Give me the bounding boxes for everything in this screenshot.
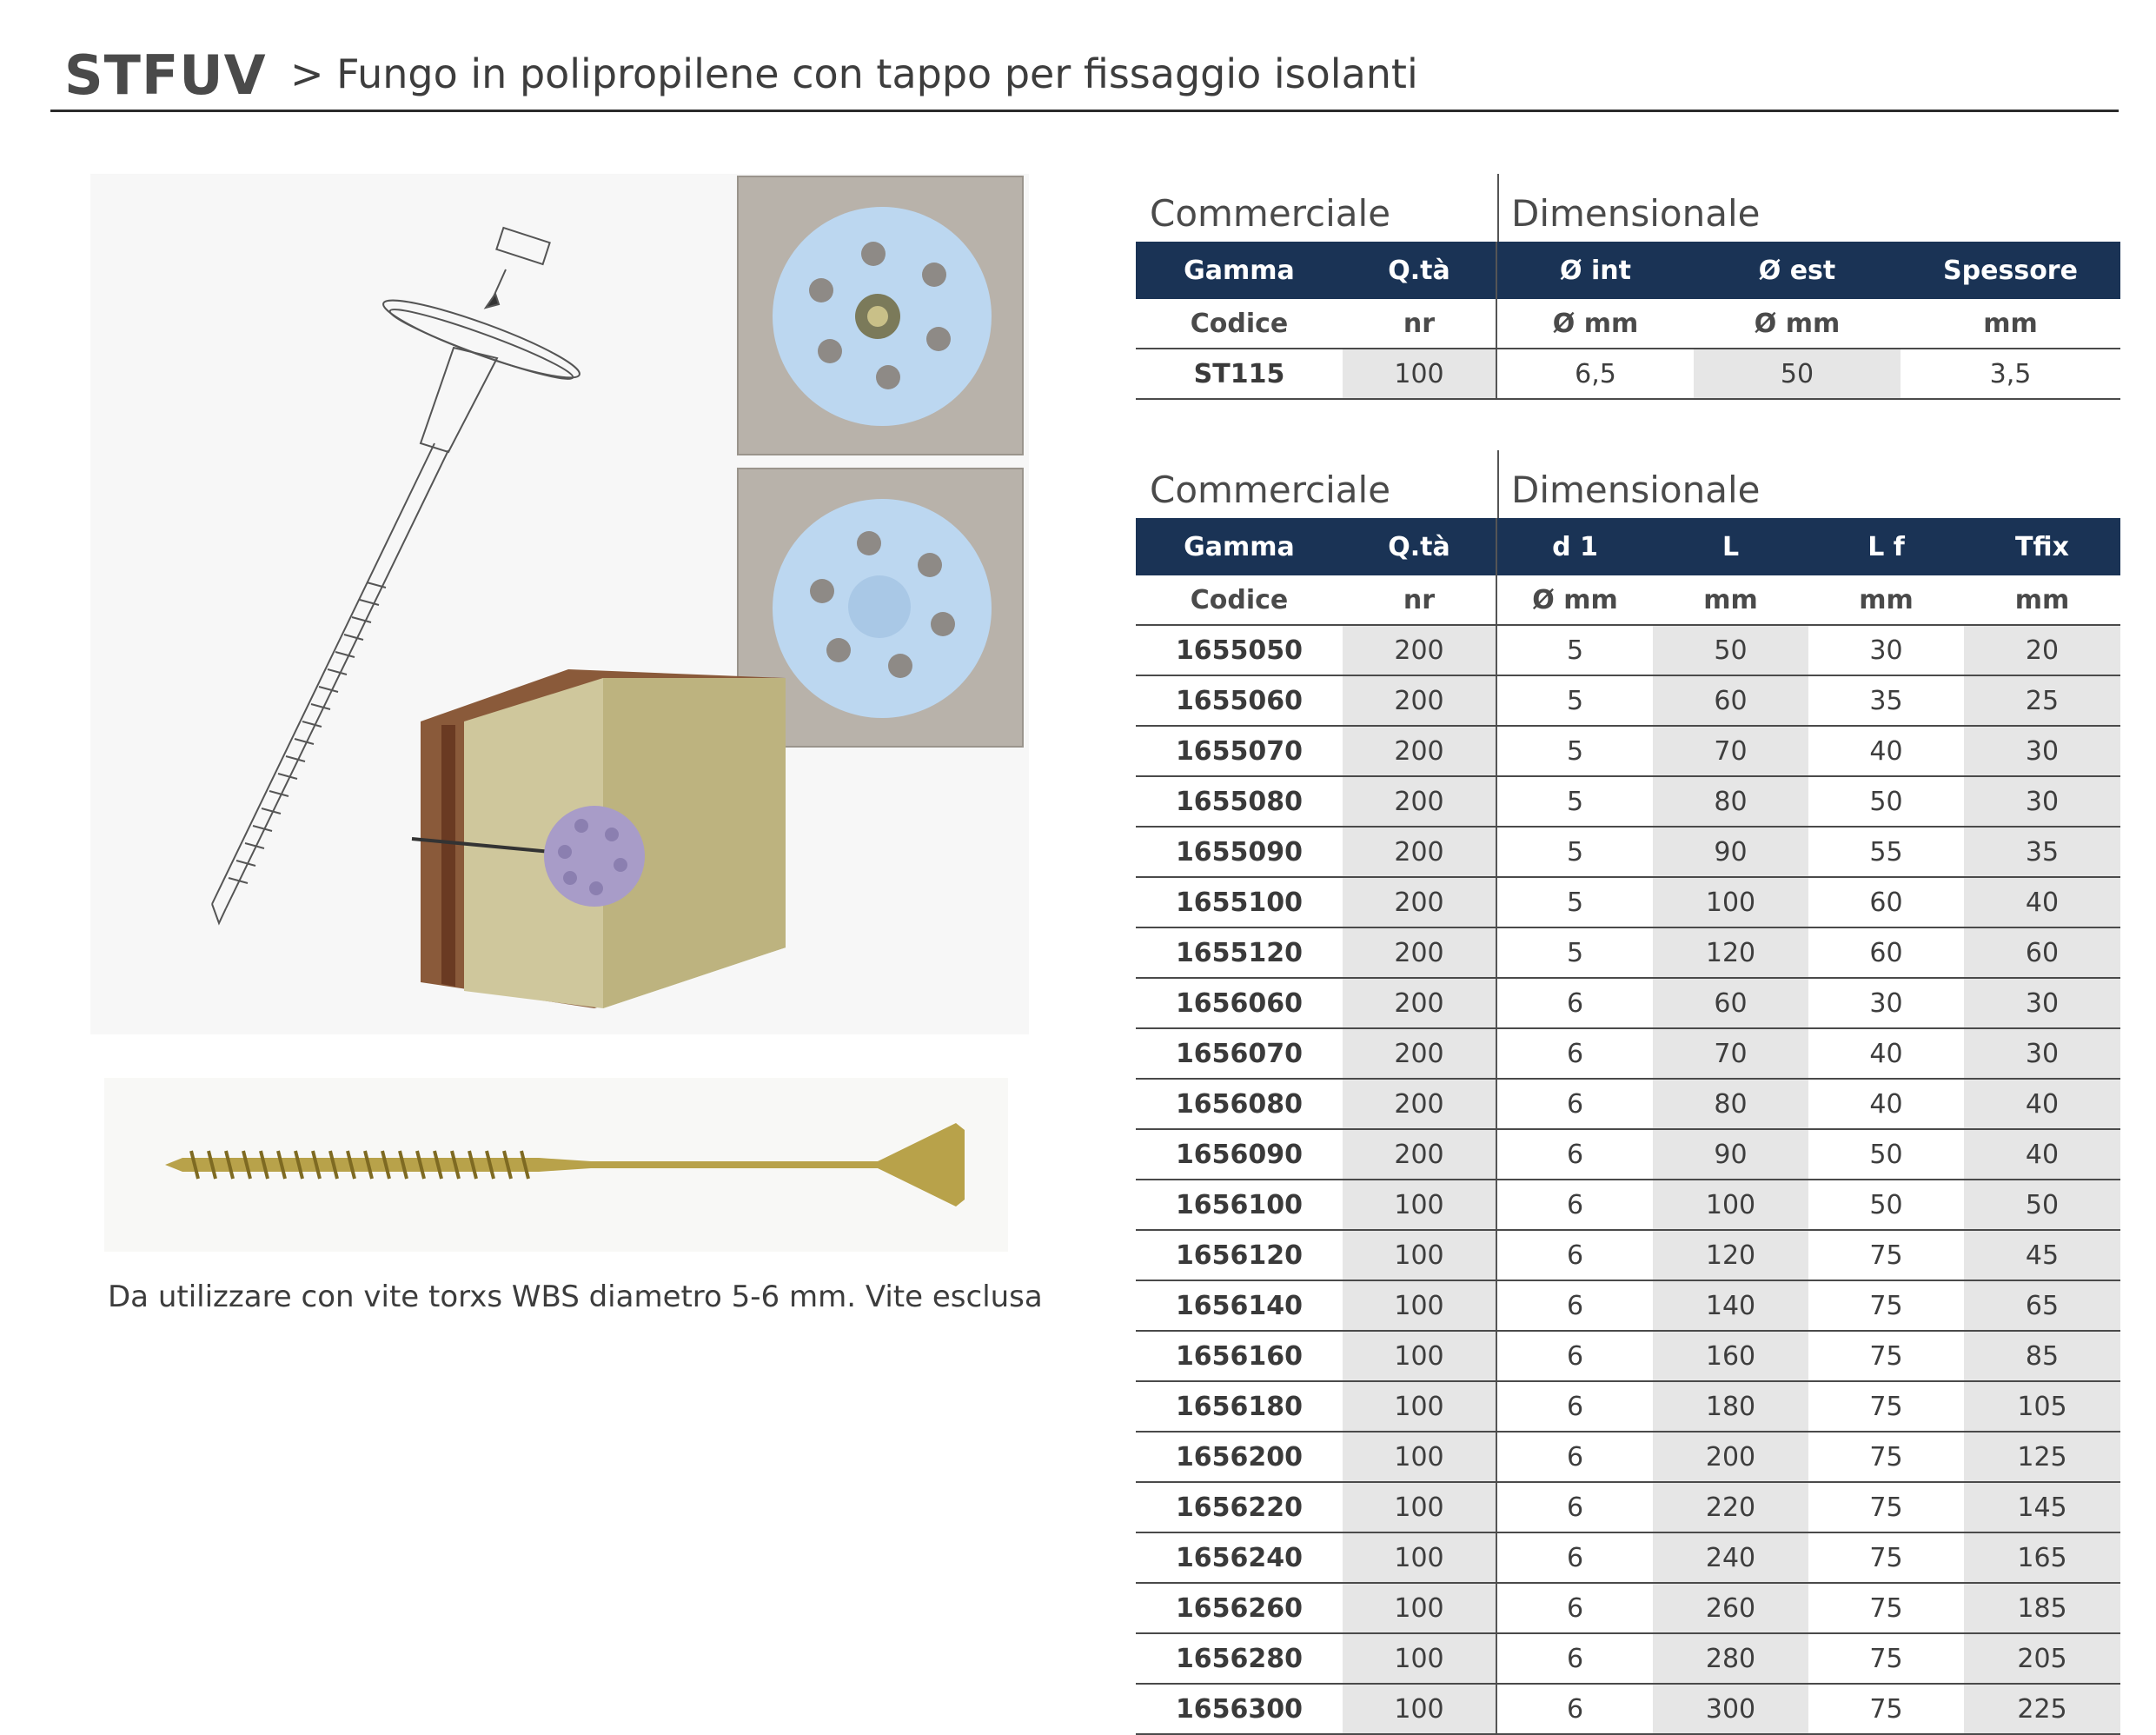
table-cell: 80 — [1653, 1080, 1808, 1128]
table2-unit: Ø mm — [1532, 584, 1618, 615]
table-cell: 200 — [1343, 1080, 1497, 1128]
table2-header-row — [1136, 518, 2120, 575]
table-cell: 5 — [1566, 786, 1584, 817]
table-cell: 40 — [1964, 1080, 2120, 1128]
table2-section-header — [1136, 450, 2120, 518]
table-cell: 100 — [1343, 1382, 1497, 1431]
table-cell: 60 — [1653, 676, 1808, 725]
table-cell: 75 — [1869, 1492, 1903, 1523]
table-cell-code: 1656240 — [1175, 1542, 1304, 1573]
table-cell: 185 — [1964, 1584, 2120, 1632]
table-row — [1136, 1281, 2120, 1332]
table2-unit: Codice — [1190, 584, 1289, 615]
table-cell: 6 — [1566, 1088, 1584, 1120]
table-row — [1136, 1433, 2120, 1483]
table-cell-code: 1656070 — [1175, 1038, 1304, 1069]
table-cell: 6 — [1566, 1441, 1584, 1472]
table-row — [1136, 727, 2120, 777]
table-cell: 40 — [1869, 735, 1903, 767]
table-row — [1136, 1130, 2120, 1180]
table-cell: 6,5 — [1575, 358, 1616, 389]
table-cell: 100 — [1343, 1584, 1497, 1632]
table2-unit: mm — [1859, 584, 1914, 615]
table-cell: 5 — [1566, 635, 1584, 666]
table-cell: 90 — [1653, 828, 1808, 876]
table1-header-row — [1136, 242, 2120, 299]
table-cell: 6 — [1566, 1038, 1584, 1069]
table-cell: 5 — [1566, 735, 1584, 767]
table-cell: 30 — [1869, 635, 1903, 666]
table-cell: 100 — [1343, 349, 1497, 398]
table-cell: 6 — [1566, 1139, 1584, 1170]
table-row — [1136, 1584, 2120, 1634]
table1-section-header — [1136, 174, 2120, 242]
table-cell: 105 — [1964, 1382, 2120, 1431]
table-cell: 100 — [1343, 1533, 1497, 1582]
table-cell: 5 — [1566, 836, 1584, 868]
table-cell: 75 — [1869, 1340, 1903, 1372]
table-cell: 200 — [1343, 1029, 1497, 1078]
table-cell: 50 — [1869, 1139, 1903, 1170]
table-row — [1136, 1634, 2120, 1685]
table-cell: 200 — [1343, 1130, 1497, 1179]
table-cell: 75 — [1869, 1391, 1903, 1422]
table-cell: 140 — [1653, 1281, 1808, 1330]
table-cell: 100 — [1343, 1231, 1497, 1280]
table-cell: 180 — [1653, 1382, 1808, 1431]
table-cell: 40 — [1964, 1130, 2120, 1179]
table1-units-row — [1136, 299, 2120, 349]
table-cell: 200 — [1343, 626, 1497, 675]
table-cell: 60 — [1869, 937, 1903, 968]
table-row — [1136, 777, 2120, 828]
table-cell: 30 — [1964, 979, 2120, 1027]
table-row — [1136, 1080, 2120, 1130]
table2-unit: mm — [1703, 584, 1758, 615]
table2-col-qty: Q.tà — [1343, 518, 1497, 575]
table-cell: 25 — [1964, 676, 2120, 725]
table-cell: 6 — [1566, 1492, 1584, 1523]
table-cell: 5 — [1566, 685, 1584, 716]
table-cell: 200 — [1343, 727, 1497, 775]
plate-photo-with-screw — [737, 176, 1024, 455]
table-cell: 50 — [1653, 626, 1808, 675]
table-cell: 70 — [1653, 1029, 1808, 1078]
table-cell: 6 — [1566, 1240, 1584, 1271]
table-cell-code: 1656280 — [1175, 1643, 1304, 1674]
table-cell: 75 — [1869, 1542, 1903, 1573]
table-cell: 30 — [1869, 987, 1903, 1019]
table-cell-code: 1656300 — [1175, 1693, 1304, 1725]
table-cell: 85 — [1964, 1332, 2120, 1380]
table-cell: 30 — [1964, 727, 2120, 775]
table-cell-code: 1656180 — [1175, 1391, 1304, 1422]
table-row — [1136, 1382, 2120, 1433]
table-row — [1136, 1332, 2120, 1382]
usage-caption: Da utilizzare con vite torxs WBS diametro 5-6 mm. Vite esclusa — [108, 1280, 1043, 1314]
wbs-screw-photo — [104, 1078, 1008, 1252]
table-cell: 30 — [1964, 777, 2120, 826]
table1-section-commercial: Commerciale — [1150, 192, 1391, 235]
table-cell: 6 — [1566, 1189, 1584, 1220]
table1-col-inner-diameter: Ø int — [1560, 255, 1631, 286]
table-row — [1136, 878, 2120, 928]
table-cell-code: 1655100 — [1175, 887, 1304, 918]
table-cell: 40 — [1869, 1038, 1903, 1069]
table-cell: 100 — [1343, 1685, 1497, 1733]
table2-unit: nr — [1343, 575, 1497, 624]
table-cell: 120 — [1653, 928, 1808, 977]
table-cell: 200 — [1343, 878, 1497, 927]
table-cell: 145 — [1964, 1483, 2120, 1532]
header-divider — [50, 110, 2119, 112]
table1-col-thickness: Spessore — [1943, 255, 2078, 286]
table2-section-dimensional: Dimensionale — [1511, 469, 1761, 511]
table-row — [1136, 928, 2120, 979]
table1-col-outer-diameter: Ø est — [1758, 255, 1836, 286]
table-cell-code: 1656060 — [1175, 987, 1304, 1019]
table-cell: 6 — [1566, 1340, 1584, 1372]
table-cell: 35 — [1964, 828, 2120, 876]
table-cell: 120 — [1653, 1231, 1808, 1280]
table-cell: 5 — [1566, 887, 1584, 918]
table-cell: 6 — [1566, 987, 1584, 1019]
table-cell: 75 — [1869, 1290, 1903, 1321]
table-cell: 200 — [1343, 777, 1497, 826]
table-cell: 60 — [1653, 979, 1808, 1027]
table-cell: 60 — [1869, 887, 1903, 918]
table-cell-code: 1656200 — [1175, 1441, 1304, 1472]
table-cell: 75 — [1869, 1592, 1903, 1624]
table2-units-row — [1136, 575, 2120, 626]
table-cell: 75 — [1869, 1441, 1903, 1472]
table-cell: 6 — [1566, 1693, 1584, 1725]
table-cell: 165 — [1964, 1533, 2120, 1582]
table-cell: 200 — [1343, 979, 1497, 1027]
table-cell-code: 1656120 — [1175, 1240, 1304, 1271]
table-cell: 40 — [1869, 1088, 1903, 1120]
spec-table-plate — [1136, 174, 2120, 400]
table-cell-code: ST115 — [1193, 358, 1285, 389]
table2-col-length: L — [1721, 531, 1740, 562]
insulation-block-illustration — [403, 661, 803, 1026]
table-cell: 30 — [1964, 1029, 2120, 1078]
table-cell-code: 1655080 — [1175, 786, 1304, 817]
table1-unit: Ø mm — [1754, 308, 1841, 339]
table-cell: 80 — [1653, 777, 1808, 826]
table-cell-code: 1656160 — [1175, 1340, 1304, 1372]
table-cell: 75 — [1869, 1240, 1903, 1271]
table-cell: 100 — [1343, 1180, 1497, 1229]
table1-col-qty: Q.tà — [1343, 242, 1497, 299]
table-cell: 225 — [1964, 1685, 2120, 1733]
table-cell: 200 — [1343, 676, 1497, 725]
table-cell: 160 — [1653, 1332, 1808, 1380]
table1-section-dimensional: Dimensionale — [1511, 192, 1761, 235]
table-cell: 6 — [1566, 1391, 1584, 1422]
table2-col-tfix: Tfix — [2014, 531, 2070, 562]
table2-col-d1: d 1 — [1552, 531, 1598, 562]
table-row — [1136, 1180, 2120, 1231]
table-row — [1136, 626, 2120, 676]
table-cell: 260 — [1653, 1584, 1808, 1632]
table2-body — [1136, 626, 2120, 1735]
table-cell: 40 — [1964, 878, 2120, 927]
table-cell-code: 1655120 — [1175, 937, 1304, 968]
table-cell: 6 — [1566, 1643, 1584, 1674]
table-cell: 3,5 — [1989, 358, 2032, 389]
product-description: > Fungo in polipropilene con tappo per fissaggio isolanti — [290, 50, 1418, 97]
page-header — [50, 35, 2119, 111]
table-cell-code: 1655090 — [1175, 836, 1304, 868]
table1-unit: mm — [1983, 308, 2038, 339]
table-cell: 200 — [1343, 828, 1497, 876]
table2-col-lf: L f — [1867, 531, 1905, 562]
table-cell: 100 — [1653, 1180, 1808, 1229]
table-cell: 100 — [1343, 1281, 1497, 1330]
table-cell: 45 — [1964, 1231, 2120, 1280]
table-cell: 5 — [1566, 937, 1584, 968]
table1-unit: Codice — [1190, 308, 1289, 339]
table-cell: 205 — [1964, 1634, 2120, 1683]
table-row — [1136, 1533, 2120, 1584]
table-cell-code: 1656090 — [1175, 1139, 1304, 1170]
table-cell-code: 1655050 — [1175, 635, 1304, 666]
table2-col-gamma: Gamma — [1184, 531, 1295, 562]
table-row — [1136, 676, 2120, 727]
table-cell: 100 — [1343, 1332, 1497, 1380]
table-cell: 50 — [1869, 1189, 1903, 1220]
table-cell-code: 1656100 — [1175, 1189, 1304, 1220]
section-divider — [1497, 174, 1499, 242]
section-divider — [1497, 450, 1499, 518]
table-cell: 65 — [1964, 1281, 2120, 1330]
table-cell: 6 — [1566, 1542, 1584, 1573]
table-cell-code: 1655070 — [1175, 735, 1304, 767]
table1-unit: nr — [1343, 299, 1497, 348]
table-cell: 280 — [1653, 1634, 1808, 1683]
table-cell: 100 — [1653, 878, 1808, 927]
table-cell: 55 — [1869, 836, 1903, 868]
table-cell-code: 1655060 — [1175, 685, 1304, 716]
table2-unit: mm — [2014, 584, 2070, 615]
table-row — [1136, 1685, 2120, 1735]
table-cell: 35 — [1869, 685, 1903, 716]
table-cell: 100 — [1343, 1483, 1497, 1532]
table-cell: 50 — [1869, 786, 1903, 817]
table-cell: 90 — [1653, 1130, 1808, 1179]
table-cell: 70 — [1653, 727, 1808, 775]
table-cell: 100 — [1343, 1433, 1497, 1481]
table1-unit: Ø mm — [1552, 308, 1639, 339]
table-row — [1136, 1231, 2120, 1281]
table-cell-code: 1656140 — [1175, 1290, 1304, 1321]
spec-table-anchor — [1136, 450, 2120, 1735]
table1-col-gamma: Gamma — [1184, 255, 1295, 286]
table-cell: 300 — [1653, 1685, 1808, 1733]
table-row — [1136, 349, 2120, 400]
table-cell: 220 — [1653, 1483, 1808, 1532]
table-cell: 20 — [1964, 626, 2120, 675]
table-cell: 6 — [1566, 1592, 1584, 1624]
table-cell: 50 — [1694, 349, 1901, 398]
table-cell-code: 1656220 — [1175, 1492, 1304, 1523]
product-code: STFUV — [64, 43, 267, 107]
table-cell: 240 — [1653, 1533, 1808, 1582]
table-row — [1136, 828, 2120, 878]
table-row — [1136, 979, 2120, 1029]
table-cell: 60 — [1964, 928, 2120, 977]
table-cell: 75 — [1869, 1643, 1903, 1674]
table-row — [1136, 1483, 2120, 1533]
product-illustration-area — [90, 174, 1029, 1034]
table2-section-commercial: Commerciale — [1150, 469, 1391, 511]
table-cell: 75 — [1869, 1693, 1903, 1725]
table-cell: 6 — [1566, 1290, 1584, 1321]
table-cell: 50 — [1964, 1180, 2120, 1229]
table-cell-code: 1656080 — [1175, 1088, 1304, 1120]
table-cell: 100 — [1343, 1634, 1497, 1683]
table-cell-code: 1656260 — [1175, 1592, 1304, 1624]
table-cell: 200 — [1653, 1433, 1808, 1481]
table-cell: 125 — [1964, 1433, 2120, 1481]
table-row — [1136, 1029, 2120, 1080]
table-cell: 200 — [1343, 928, 1497, 977]
